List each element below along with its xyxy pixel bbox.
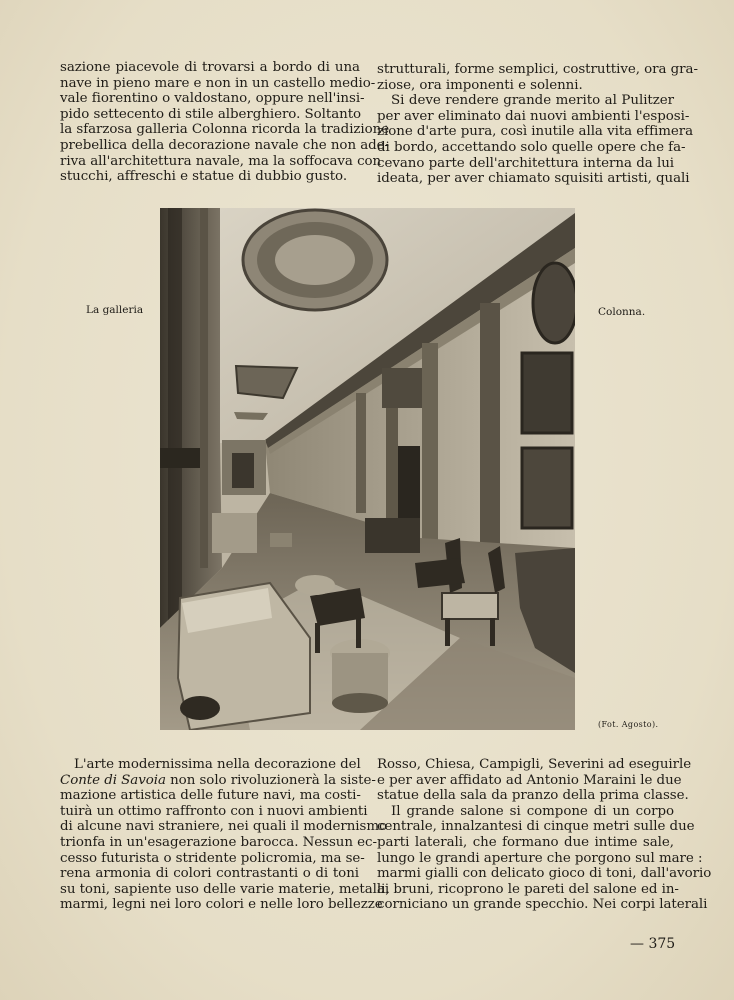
text-line: trionfa in un'esagerazione barocca. Nessun ec- <box>60 834 377 850</box>
text-fragment: non solo rivoluzionerà la siste- <box>165 772 376 788</box>
text-line: prebellica della decorazione navale che non ade- <box>60 137 390 153</box>
text-line: nave in pieno mare e non in un castello medio- <box>60 75 376 91</box>
text-line: tuirà un ottimo raffronto con i nuovi ambienti <box>60 803 368 819</box>
text-line: vale fiorentino o valdostano, oppure nell'insi- <box>60 91 365 107</box>
text-line: Si deve rendere grande merito al Pulitzer <box>391 93 674 109</box>
figure-caption-left: La galleria <box>86 304 144 316</box>
text-line: di alcune navi straniere, nei quali il modernismo <box>60 819 387 835</box>
text-line: cesso futurista o stridente policromia, ma se- <box>60 850 365 866</box>
text-line: Il grande salone si compone di un corpo <box>391 803 674 819</box>
text-column-bottom-right <box>377 757 712 913</box>
figure-caption-right: Colonna. <box>598 306 646 318</box>
gallery-photo-illustration <box>160 208 575 730</box>
text-line: marmi gialli con delicato gioco di toni, dall'avorio <box>377 866 712 882</box>
text-line <box>60 772 376 789</box>
text-line: per aver eliminato dai nuovi ambienti l'esposi- <box>377 108 690 124</box>
text-line: statue della sala da pranzo della prima classe. <box>377 788 689 804</box>
text-line: mazione artistica delle future navi, ma costi- <box>60 788 361 804</box>
text-line: stucchi, affreschi e statue di dubbio gusto. <box>60 169 348 185</box>
text-line: rena armonia di colori contrastanti o di toni <box>60 866 359 882</box>
text-line: cevano parte dell'architettura interna da lui <box>377 155 674 171</box>
text-line: e per aver affidato ad Antonio Maraini le due <box>377 772 682 788</box>
text-line: parti laterali, che formano due intime sale, <box>377 834 674 850</box>
text-line: Rosso, Chiesa, Campigli, Severini ad eseguirle <box>377 757 692 772</box>
page-number: — 375 <box>630 936 676 952</box>
text-line: centrale, innalzantesi di cinque metri sulle due <box>377 819 695 835</box>
text-line: sazione piacevole di trovarsi a bordo di una <box>60 60 360 75</box>
text-line: zione d'arte pura, così inutile alla vita effimera <box>377 124 694 140</box>
text-line: ai bruni, ricoprono le pareti del salone ed in- <box>377 881 679 897</box>
ship-name: Conte di Savoia <box>60 772 166 788</box>
gallery-photograph <box>160 208 575 730</box>
text-line: ziose, ora imponenti e solenni. <box>377 77 583 93</box>
text-column-top-right <box>377 62 698 187</box>
text-column-bottom-left <box>60 757 390 913</box>
photo-credit: (Fot. Agosto). <box>598 720 659 729</box>
text-line: corniciano un grande specchio. Nei corpi laterali <box>377 897 708 913</box>
text-line: pido settecento di stile alberghiero. Soltanto <box>60 106 362 122</box>
text-line: strutturali, forme semplici, costruttive, ora gra- <box>377 62 698 77</box>
text-column-top-left <box>60 60 390 185</box>
text-line: marmi, legni nei loro colori e nelle loro bellezze <box>60 897 383 913</box>
text-line: su toni, sapiente uso delle varie materie, metalli, <box>60 881 390 897</box>
text-line: lungo le grandi aperture che porgono sul mare : <box>377 850 703 866</box>
text-line: la sfarzosa galleria Colonna ricorda la tradizione <box>60 122 390 138</box>
text-line: di bordo, accettando solo quelle opere che fa- <box>377 139 686 155</box>
text-line: L'arte modernissima nella decorazione del <box>74 757 361 772</box>
text-line: ideata, per aver chiamato squisiti artisti, quali <box>377 171 690 187</box>
text-line: riva all'architettura navale, ma la soffocava con <box>60 153 382 169</box>
